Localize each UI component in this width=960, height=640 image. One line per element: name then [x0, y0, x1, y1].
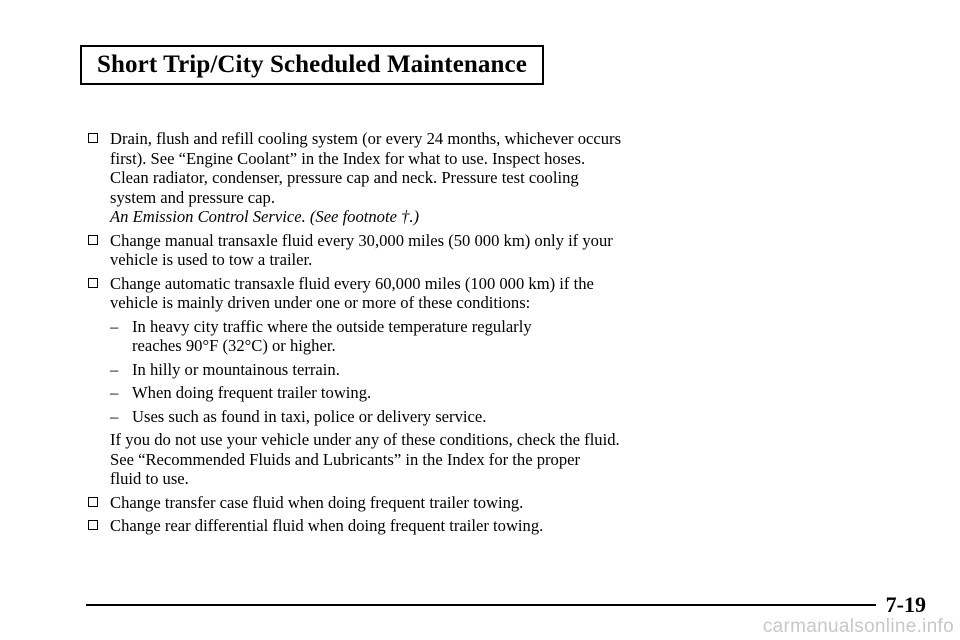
footer-rule	[86, 604, 876, 606]
site-watermark: carmanualsonline.info	[762, 616, 954, 637]
condition-item	[86, 407, 686, 427]
condition-text-line: In hilly or mountainous terrain.	[132, 359, 340, 379]
followup-paragraph	[86, 430, 686, 489]
followup-text-line: If you do not use your vehicle under any of these conditions, check the fluid.	[110, 430, 620, 449]
condition-item	[86, 317, 686, 356]
page-title: Short Trip/City Scheduled Maintenance	[97, 51, 527, 78]
condition-item	[86, 383, 686, 403]
checkbox-icon[interactable]	[88, 520, 98, 530]
item-text-line: Clean radiator, condenser, pressure cap and neck. Pressure test cooling	[110, 168, 579, 187]
checkbox-icon[interactable]	[88, 235, 98, 245]
page-title-box	[80, 45, 544, 85]
condition-text-line: In heavy city traffic where the outside temperature regularly	[132, 316, 532, 336]
page-number: 7-19	[885, 592, 926, 617]
checkbox-icon[interactable]	[88, 278, 98, 288]
followup-text-line: See “Recommended Fluids and Lubricants” in the Index for the proper	[110, 449, 581, 469]
dash-bullet: –	[110, 383, 119, 402]
dash-bullet: –	[110, 316, 119, 336]
condition-text-line: reaches 90°F (32°C) or higher.	[132, 336, 336, 355]
condition-item	[86, 360, 686, 380]
item-text-line: system and pressure cap.	[110, 187, 275, 207]
list-item-automatic-transaxle	[86, 274, 686, 313]
condition-text-line: When doing frequent trailer towing.	[132, 383, 372, 402]
list-item-transfer-case	[86, 493, 686, 513]
item-text-line: Change rear differential fluid when doing frequent trailer towing.	[110, 516, 544, 535]
item-text-line: vehicle is used to tow a trailer.	[110, 250, 313, 269]
item-text-line: vehicle is mainly driven under one or more of these conditions:	[110, 293, 531, 312]
dash-bullet: –	[110, 406, 119, 426]
item-text-line: first). See “Engine Coolant” in the Index for what to use. Inspect hoses.	[110, 148, 586, 168]
item-text-line: Drain, flush and refill cooling system (or every 24 months, whichever occurs	[110, 129, 622, 148]
list-item-rear-differential	[86, 516, 686, 536]
item-text-line: Change manual transaxle fluid every 30,000 miles (50 000 km) only if your	[110, 230, 613, 250]
maintenance-list	[86, 129, 686, 536]
dash-bullet: –	[110, 359, 119, 379]
emission-note: An Emission Control Service. (See footnote †.)	[110, 207, 420, 226]
list-item-manual-transaxle	[86, 231, 686, 270]
checkbox-icon[interactable]	[88, 133, 98, 143]
item-text-line: Change transfer case fluid when doing frequent trailer towing.	[110, 492, 524, 512]
condition-text-line: Uses such as found in taxi, police or delivery service.	[132, 406, 487, 426]
list-item-cooling-system	[86, 129, 686, 227]
checkbox-icon[interactable]	[88, 497, 98, 507]
followup-text-line: fluid to use.	[110, 469, 189, 488]
item-text-line: Change automatic transaxle fluid every 60,000 miles (100 000 km) if the	[110, 273, 594, 293]
